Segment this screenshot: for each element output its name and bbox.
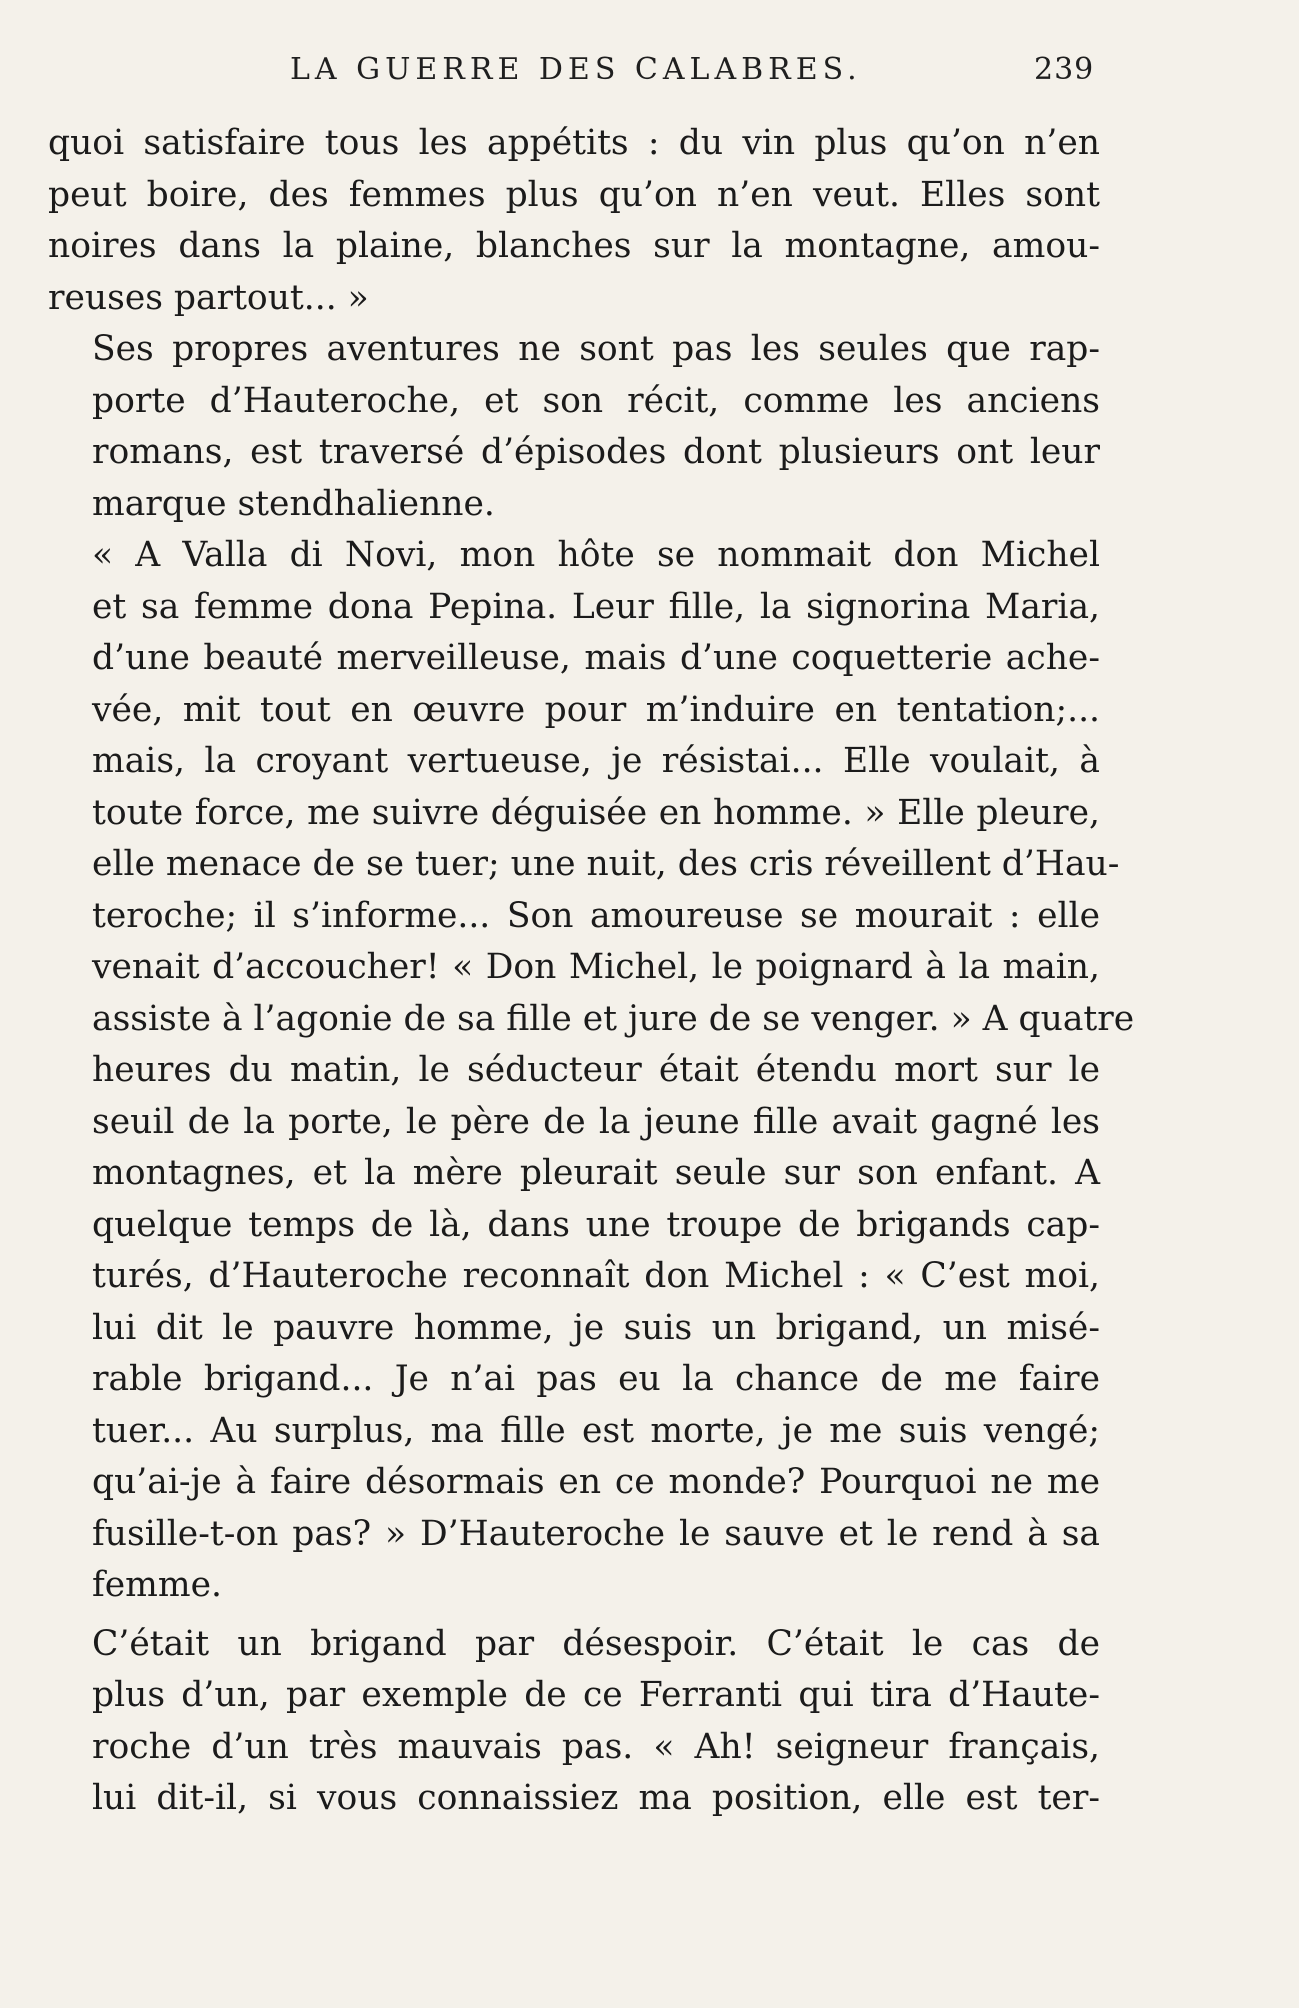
paragraph [48,118,1100,324]
text-line: romans, est traversé d’épisodes dont plusieurs ont leur [92,432,1100,472]
text-line: porte d’Hauteroche, et son récit, comme les anciens [92,380,1100,421]
text-line: marque stendhalienne. [92,483,495,524]
text-line: heures du matin, le séducteur était étendu mort sur le [92,1050,1100,1090]
text-line: noires dans la plaine, blanches sur la montagne, amou- [48,226,1100,266]
text-line: d’une beauté merveilleuse, mais d’une coquetterie ache- [92,638,1100,678]
paragraph [48,1619,1100,1825]
text-line: teroche; il s’informe... Son amoureuse se mourait : elle [92,895,1100,936]
text-line: C’était un brigand par désespoir. C’était le cas de [92,1623,1100,1664]
text-line: rable brigand... Je n’ai pas eu la chance de me faire [92,1359,1100,1399]
text-line: vée, mit tout en œuvre pour m’induire en tentation;... [92,689,1100,730]
text-line: turés, d’Hauteroche reconnaît don Michel : « C’est moi, [92,1256,1100,1296]
text-line: elle menace de se tuer; une nuit, des cris réveillent d’Hau- [92,844,1120,884]
text-line: fusille-t-on pas? » D’Hauteroche le sauve et le rend à sa [92,1513,1100,1554]
text-line: qu’ai-je à faire désormais en ce monde? Pourquoi ne me [92,1462,1100,1502]
text-line: femme. [92,1565,222,1605]
text-line: et sa femme dona Pepina. Leur fille, la signorina Maria, [92,586,1100,627]
text-line: roche d’un très mauvais pas. « Ah! seigneur français, [92,1726,1100,1767]
text-line: plus d’un, par exemple de ce Ferranti qui tira d’Haute- [92,1675,1100,1715]
text-line: lui dit-il, si vous connaissiez ma position, elle est ter- [92,1778,1100,1818]
page-number: 239 [1034,52,1095,87]
text-line: lui dit le pauvre homme, je suis un brigand, un misé- [92,1307,1100,1348]
text-line: quoi satisfaire tous les appétits : du vin plus qu’on n’en [48,123,1100,163]
text-line: assiste à l’agonie de sa fille et jure de se venger. » A quatre [92,998,1135,1039]
text-line: seuil de la porte, le père de la jeune fille avait gagné les [92,1101,1100,1142]
paragraph [48,530,1135,1612]
text-line: tuer... Au surplus, ma fille est morte, je me suis vengé; [92,1410,1100,1451]
text-line: quelque temps de là, dans une troupe de brigands cap- [92,1204,1100,1245]
chapter-title: LA GUERRE DES CALABRES. [290,52,862,87]
body-text [48,118,1135,1825]
text-line: Ses propres aventures ne sont pas les seules que rap- [92,329,1100,369]
text-line: « A Valla di Novi, mon hôte se nommait don Michel [92,535,1100,575]
text-line: venait d’accoucher! « Don Michel, le poignard à la main, [92,947,1100,987]
text-line: montagnes, et la mère pleurait seule sur son enfant. A [92,1153,1100,1193]
running-head [0,52,1299,92]
text-line: mais, la croyant vertueuse, je résistai... Elle voulait, à [92,741,1100,781]
text-line: peut boire, des femmes plus qu’on n’en veut. Elles sont [48,174,1100,215]
text-line: reuses partout... » [48,277,369,318]
text-line: toute force, me suivre déguisée en homme. » Elle pleure, [92,792,1100,833]
paragraph [48,324,1100,530]
